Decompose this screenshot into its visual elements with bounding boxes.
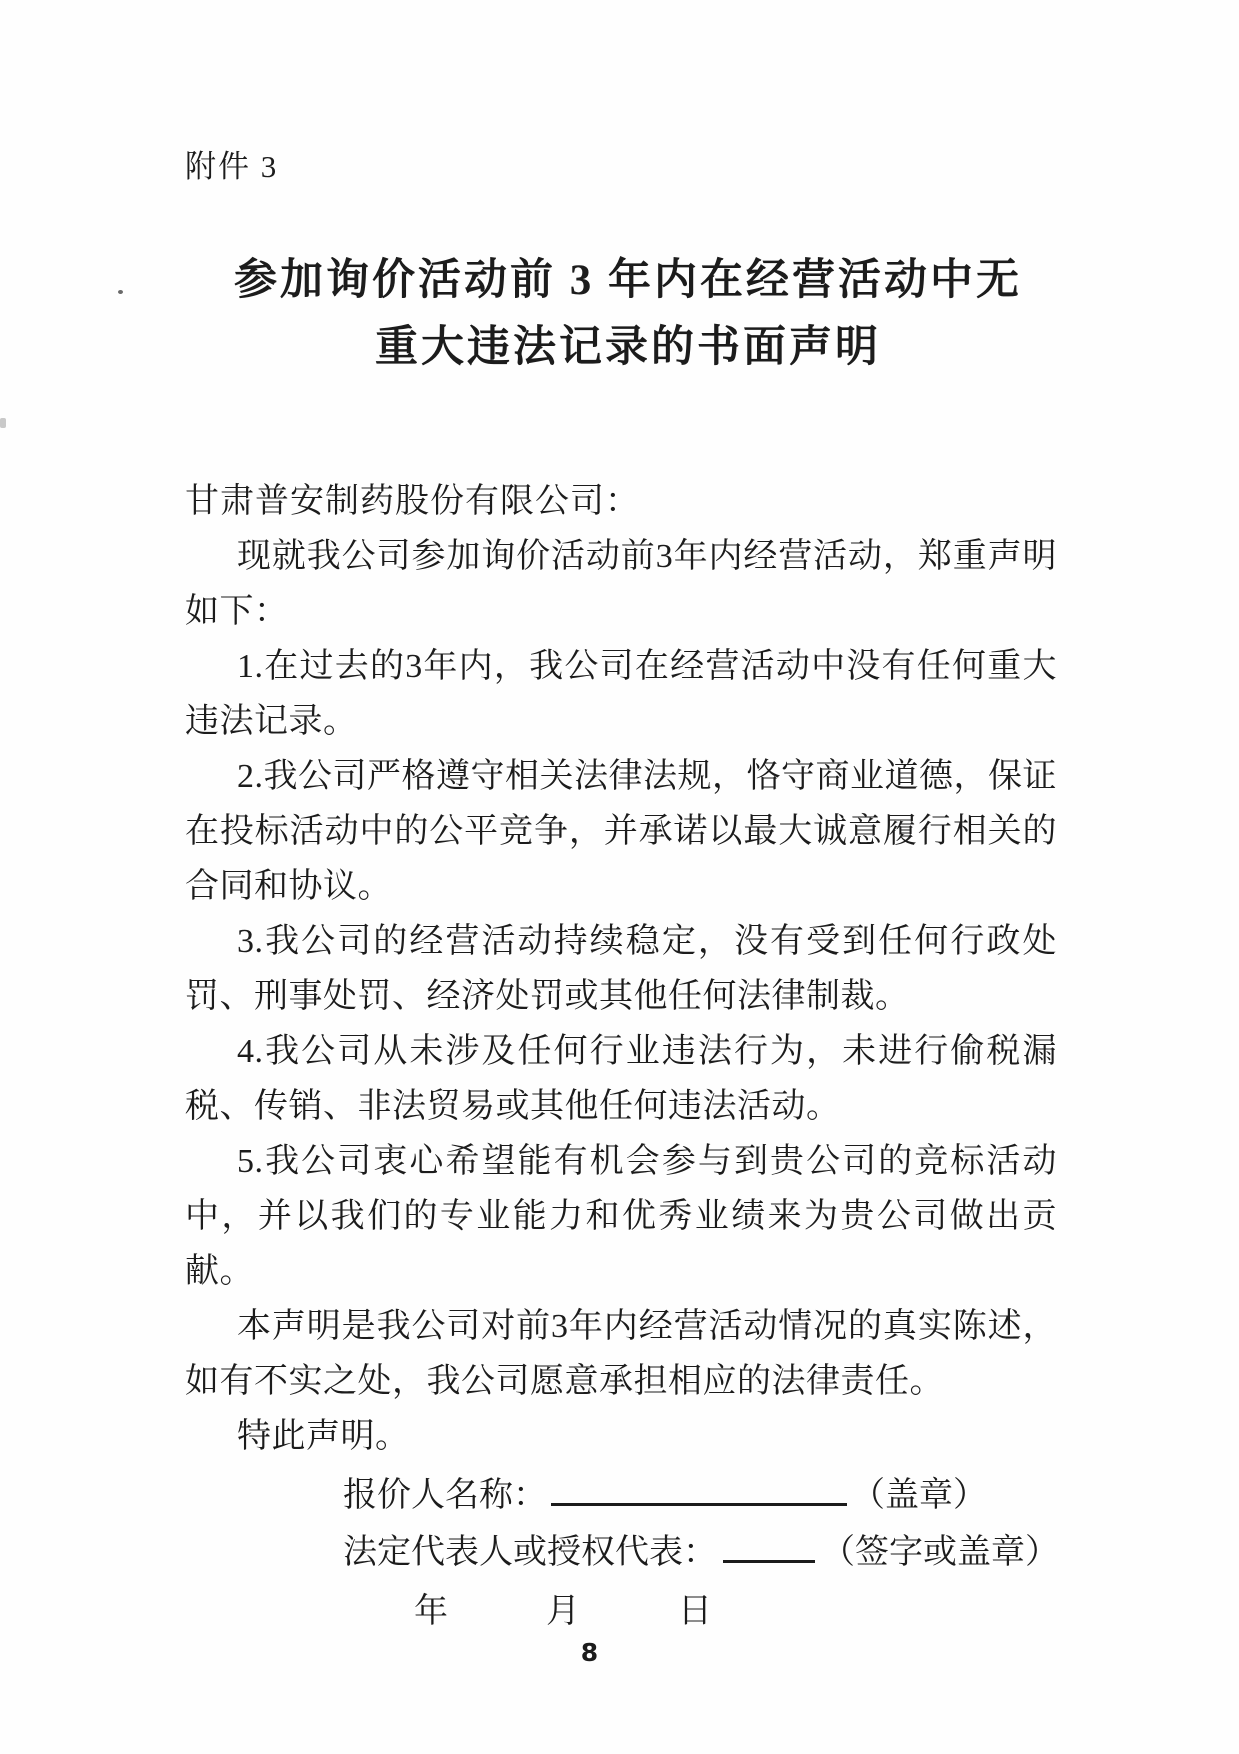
signature-block (343, 1467, 1071, 1581)
document-title-line-1: 参加询价活动前 3 年内在经营活动中无 (234, 257, 1022, 304)
date-line: 年 月 日 (414, 1593, 722, 1630)
representative-label: 法定代表人或授权代表： (343, 1534, 717, 1571)
paragraph-item-1: 1.在过去的3年内，我公司在经营活动中没有任何重大违法记录。 (185, 648, 1057, 740)
document-title (185, 247, 1071, 381)
scan-artifact-smudge (0, 418, 6, 428)
bidder-name-row (343, 1467, 1071, 1524)
paragraph-item-3: 3.我公司的经营活动持续稳定，没有受到任何行政处罚、刑事处罚、经济处罚或其他任何法律制裁。 (185, 923, 1057, 1015)
paragraph-closing-statement: 本声明是我公司对前3年内经营活动情况的真实陈述，如有不实之处，我公司愿意承担相应的法律责任。 (185, 1308, 1057, 1400)
attachment-label: 附件 3 (185, 149, 279, 184)
document-body (185, 474, 1057, 1464)
paragraph-intro: 现就我公司参加询价活动前3年内经营活动，郑重声明如下： (185, 538, 1057, 630)
document-title-line-2: 重大违法记录的书面声明 (375, 324, 881, 371)
representative-row (343, 1524, 1071, 1581)
salutation: 甘肃普安制药股份有限公司： (185, 483, 640, 520)
bidder-name-label: 报价人名称： (343, 1477, 547, 1514)
seal-note: （盖章） (851, 1477, 987, 1514)
sign-or-seal-note: （签字或盖章） (821, 1534, 1059, 1571)
representative-blank-line (723, 1530, 815, 1563)
paragraph-item-4: 4.我公司从未涉及任何行业违法行为，未进行偷税漏税、传销、非法贸易或其他任何违法活动。 (185, 1033, 1057, 1125)
paragraph-hereby-declare: 特此声明。 (237, 1418, 410, 1455)
bidder-name-blank-line (551, 1473, 847, 1506)
page-number: 8 (580, 1638, 599, 1667)
scan-artifact-dot (118, 290, 123, 294)
paragraph-item-2: 2.我公司严格遵守相关法律法规，恪守商业道德，保证在投标活动中的公平竞争，并承诺以最大诚意履行相关的合同和协议。 (185, 758, 1057, 905)
paragraph-item-5: 5.我公司衷心希望能有机会参与到贵公司的竞标活动中，并以我们的专业能力和优秀业绩来为贵公司做出贡献。 (185, 1143, 1057, 1290)
